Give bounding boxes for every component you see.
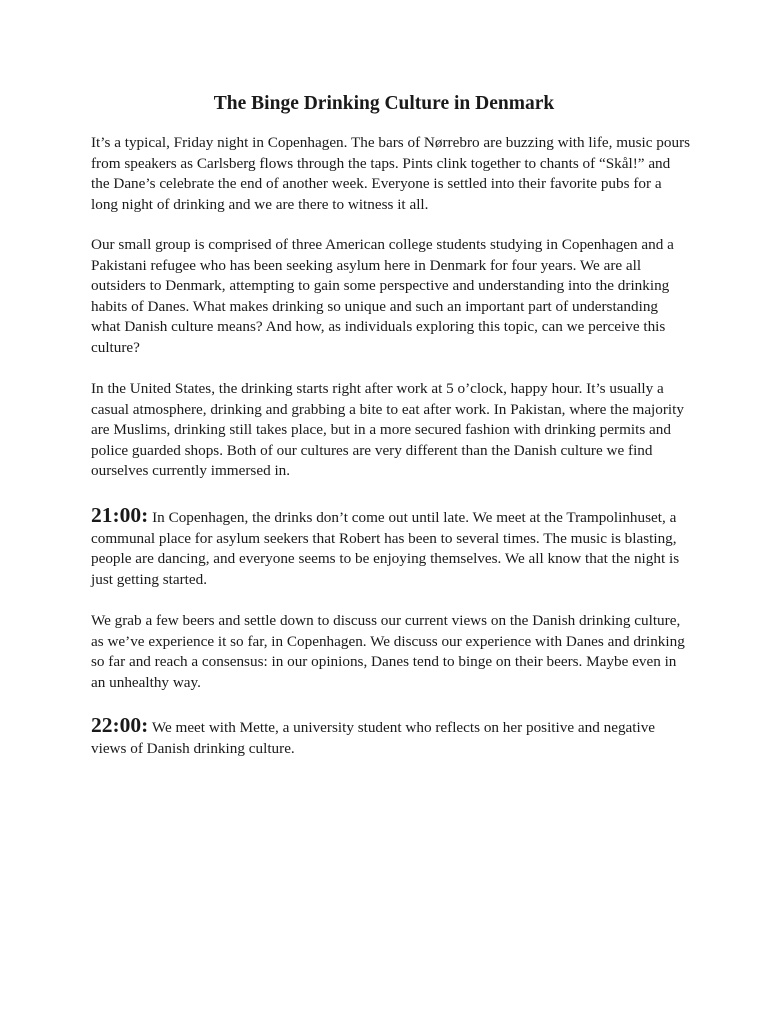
paragraph-2100 — [91, 505, 691, 590]
paragraph-text: In Copenhagen, the drinks don’t come out until late. We meet at the Trampolinhuset, a communal place for asylum seekers that Robert has been to several times. The music is blasting, people are dancing, and everyone seems to be enjoying themselves. We all know that the night is just getting started. — [91, 509, 680, 588]
paragraph-text: We meet with Mette, a university student who reflects on her positive and negative views of Danish drinking culture. — [91, 719, 656, 757]
paragraph-group — [91, 235, 691, 359]
time-heading: 22:00: — [91, 713, 149, 737]
paragraph-comparison — [91, 379, 691, 482]
time-heading: 21:00: — [91, 503, 149, 527]
paragraph-text: Our small group is comprised of three American college students studying in Copenhagen and a Pakistani refugee who has been seeking asylum here in Denmark for four years. We are all outsiders to Denmark, attempting to gain some perspective and understanding into the drinking habits of Danes. What makes drinking so unique and such an important part of understanding what Danish culture means? And how, as individuals exploring this topic, can we perceive this culture? — [91, 236, 674, 356]
paragraph-text: We grab a few beers and settle down to discuss our current views on the Danish drinking culture, as we’ve experience it so far, in Copenhagen. We discuss our experience with Danes and drinking so far and reach a consensus: in our opinions, Danes tend to binge on their beers. Maybe even in an unhealthy way. — [91, 612, 685, 691]
document-title: The Binge Drinking Culture in Denmark — [213, 93, 555, 114]
paragraph-intro — [91, 133, 691, 215]
paragraph-discussion — [91, 611, 691, 693]
paragraph-text: In the United States, the drinking starts right after work at 5 o’clock, happy hour. It’s usually a casual atmosphere, drinking and grabbing a bite to eat after work. In Pakistan, where the majority are Muslims, drinking still takes place, but in a more secured fashion with drinking permits and police guarded shops. Both of our cultures are very different than the Danish culture we find ourselves currently immersed in. — [91, 380, 684, 480]
paragraph-text: It’s a typical, Friday night in Copenhagen. The bars of Nørrebro are buzzing with life, music pours from speakers as Carlsberg flows through the taps. Pints clink together to chants of “Skål!” and the Dane’s celebrate the end of another week. Everyone is settled into their favorite pubs for a long night of drinking and we are there to witness it all. — [91, 134, 691, 213]
paragraph-2200 — [91, 715, 691, 759]
